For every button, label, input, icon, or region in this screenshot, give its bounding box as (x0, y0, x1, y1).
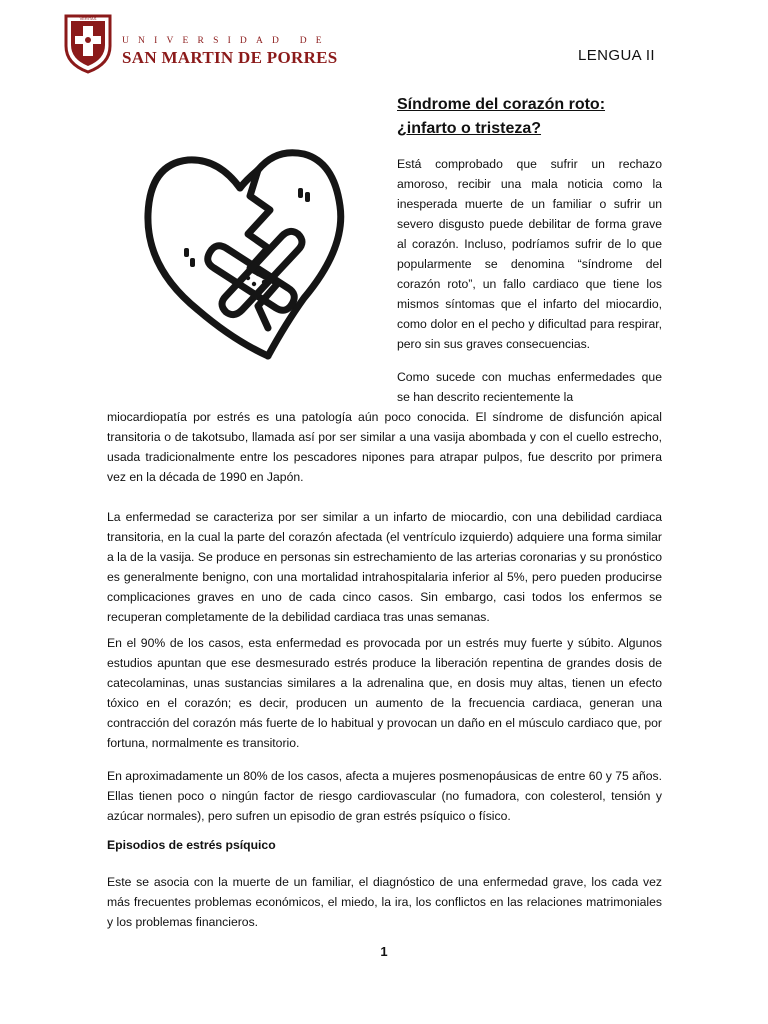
paragraph-context-start: Como sucede con muchas enfermedades que se han descrito recientemente la (397, 370, 662, 404)
paragraph-context-rest: miocardiopatía por estrés es una patología aún poco conocida. El síndrome de disfunción apical transitoria o de takotsubo, llamada así por ser similar a una vasija abombada y con el cuello estrecho, usada tradicionalmente entre los pescadores nipones para atrapar pulpos, fue descrito por primera vez en la década de 1990 en Japón. (107, 410, 662, 484)
course-title: LENGUA II (578, 47, 655, 64)
university-logo (62, 12, 338, 74)
university-label: UNIVERSIDAD DE (122, 36, 331, 46)
university-seal-icon (62, 12, 114, 74)
paragraph-causes: En el 90% de los casos, esta enfermedad es provocada por un estrés muy fuerte y súbito. Algunos estudios apuntan que ese desmesurado estrés produce la liberación repentina de grandes dosis de catecolaminas, unas sustancias similares a la adrenalina que, en dosis muy altas, tienen un efecto tóxico en el corazón; es decir, producen un aumento de la frecuencia cardiaca, generan una contracción del corazón más fuerte de lo habitual y provocan un daño en el músculo cardiaco que, por fortuna, normalmente es transitorio. (107, 636, 662, 750)
paragraph-description: La enfermedad se caracteriza por ser similar a un infarto de miocardio, con una debilidad cardiaca transitoria, en la cual la parte del corazón afectada (el ventrículo izquierdo) adquiere una forma similar a la de la vasija. Se produce en personas sin estrechamiento de las arterias coronarias y su pronóstico es generalmente benigno, con una mortalidad intrahospitalaria inferior al 5%, pero pueden producirse complicaciones graves en uno de cada cinco casos. Sin embargo, casi todos los enfermos se recuperan completamente de la debilidad cardiaca tras unas semanas. (107, 510, 662, 624)
page-number: 1 (380, 944, 388, 959)
article-title: Síndrome del corazón roto: ¿infarto o tristeza? (397, 96, 606, 137)
university-name: SAN MARTIN DE PORRES (122, 48, 338, 67)
broken-heart-bandage-icon (108, 118, 378, 400)
paragraph-demographics: En aproximadamente un 80% de los casos, afecta a mujeres posmenopáusicas de entre 60 y 75 años. Ellas tienen poco o ningún factor de riesgo cardiovascular (no fumadora, con colesterol, tensión y azúcar normales), pero sufren un episodio de gran estrés psíquico o físico. (107, 769, 662, 823)
paragraph-psychic-stress: Este se asocia con la muerte de un familiar, el diagnóstico de una enfermedad grave, los cada vez más frecuentes problemas económicos, el miedo, la ira, los conflictos en las relaciones matrimoniales y los problemas financieros. (107, 875, 662, 929)
section-subheading: Episodios de estrés psíquico (107, 838, 276, 852)
paragraph-intro: Está comprobado que sufrir un rechazo amoroso, recibir una mala noticia como la inesperada muerte de un familiar o sufrir un severo disgusto puede debilitar de forma grave al corazón. Incluso, podríamos sufrir de lo que popularmente se denomina “síndrome del corazón roto”, un fallo cardiaco que tiene los mismos síntomas que el infarto del miocardio, como dolor en el pecho y dificultad para respirar, pero sin sus graves consecuencias. (397, 157, 662, 351)
svg-text:VERITAS: VERITAS (79, 16, 97, 21)
